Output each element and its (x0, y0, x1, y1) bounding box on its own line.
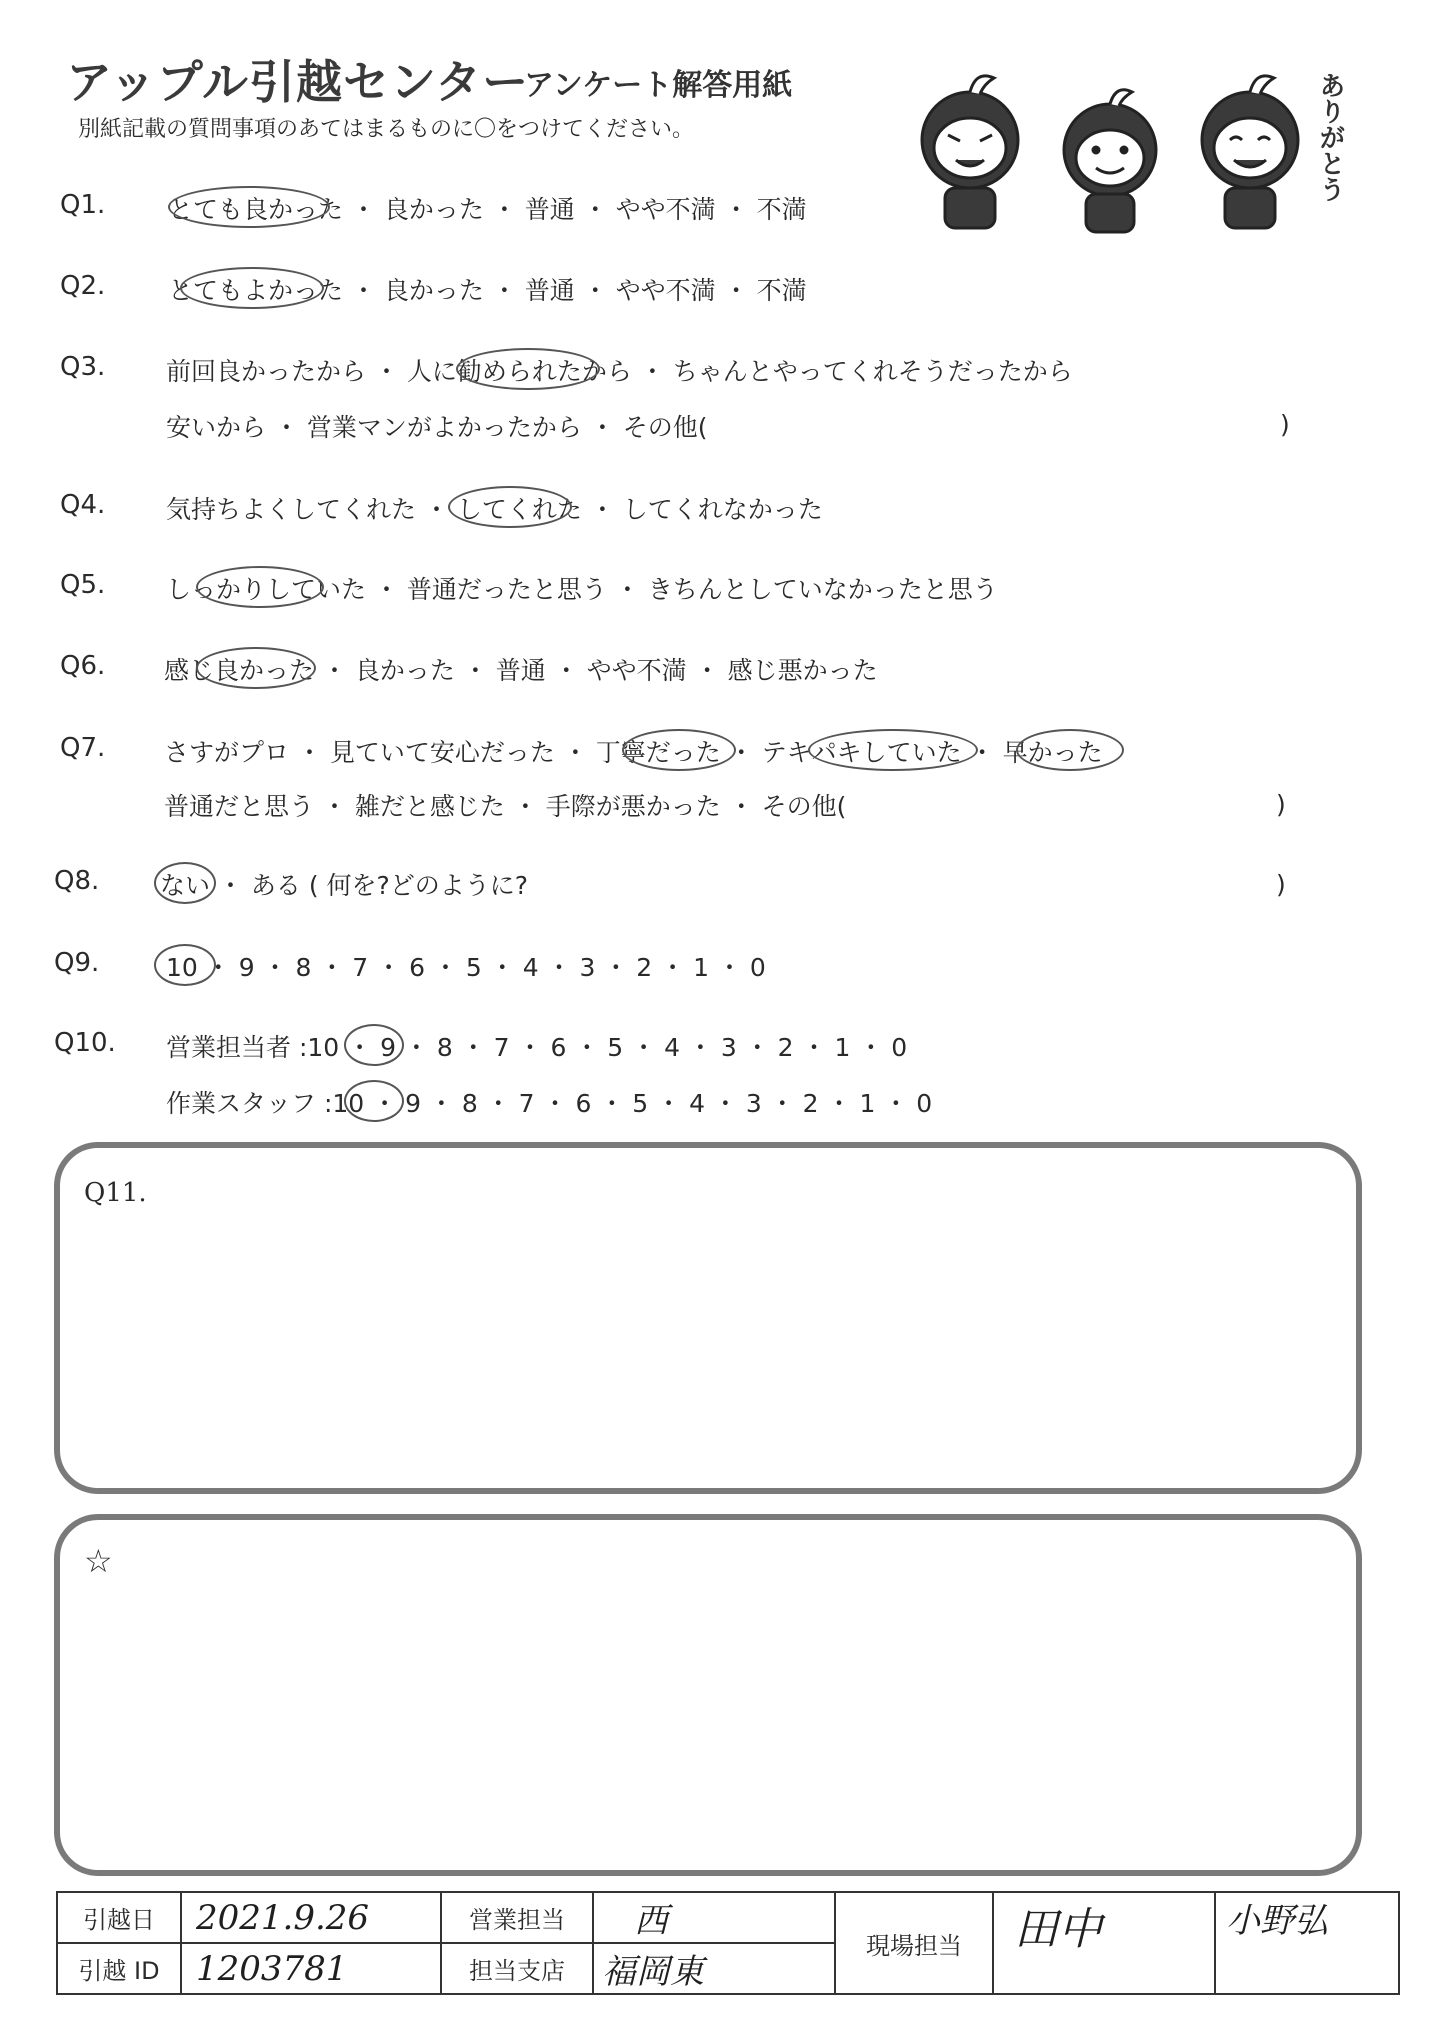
site-handwritten-2: 小野弘 (1226, 1901, 1328, 1941)
q1-answer-circle (168, 186, 330, 228)
q4-answer-circle (448, 486, 572, 528)
q10-staff-scale: 作業スタッフ :10 ・ 9 ・ 8 ・ 7 ・ 6 ・ 5 ・ 4 ・ 3 ・ 2 ・ 1 ・ 0 (166, 1089, 933, 1118)
q7-number: Q7. (60, 733, 106, 763)
q5-answer-circle (196, 566, 324, 608)
site-value-2 (1215, 1892, 1399, 1994)
branch-label: 担当支店 (441, 1943, 593, 1994)
move-date-value (181, 1892, 441, 1943)
sales-handwritten: 西 (634, 1901, 668, 1941)
q3-close-paren: ) (1280, 410, 1290, 439)
star-comment-box[interactable] (54, 1514, 1362, 1876)
q3-number: Q3. (60, 352, 106, 382)
branch-value (593, 1943, 835, 1994)
q8-number: Q8. (54, 866, 100, 896)
q9-scale: 10 ・ 9 ・ 8 ・ 7 ・ 6 ・ 5 ・ 4 ・ 3 ・ 2 ・ 1 ・ 0 (166, 953, 766, 982)
q9-number: Q9. (54, 948, 100, 978)
sales-label: 営業担当 (441, 1892, 593, 1943)
q7-options-line2: 普通だと思う ・ 雑だと感じた ・ 手際が悪かった ・ その他( (164, 792, 847, 821)
sales-value (593, 1892, 835, 1943)
q7-answer-circle-2 (808, 729, 978, 771)
site-value-1 (993, 1892, 1215, 1994)
q3-options-line2: 安いから ・ 営業マンがよかったから ・ その他( (166, 413, 708, 442)
q5-options: しっかりしていた ・ 普通だったと思う ・ きちんとしていなかったと思う (166, 575, 998, 604)
q8-answer-circle (154, 862, 216, 904)
move-date-label: 引越日 (57, 1892, 181, 1943)
site-handwritten-1: 田中 (1014, 1904, 1102, 1955)
q10-staff-answer-circle (344, 1080, 404, 1122)
q3-options-line1: 前回良かったから ・ 人に勧められたから ・ ちゃんとやってくれそうだったから (166, 357, 1073, 386)
q11-label: Q11. (84, 1178, 147, 1208)
q1-number: Q1. (60, 190, 106, 220)
q1-options: とても良かった ・ 良かった ・ 普通 ・ やや不満 ・ 不満 (168, 195, 807, 224)
q4-number: Q4. (60, 490, 106, 520)
q6-answer-circle (196, 647, 316, 689)
q10-sales-answer-circle (344, 1024, 404, 1066)
q5-number: Q5. (60, 570, 106, 600)
move-id-value (181, 1943, 441, 1994)
q11-comment-box[interactable] (54, 1142, 1362, 1494)
form-title: アンケート解答用紙 (524, 68, 793, 103)
q10-sales-scale: 営業担当者 :10 ・ 9 ・ 8 ・ 7 ・ 6 ・ 5 ・ 4 ・ 3 ・ 2 ・ 1 ・ 0 (166, 1033, 908, 1062)
company-name: アップル引越センター (66, 55, 530, 109)
q4-options: 気持ちよくしてくれた ・ してくれた ・ してくれなかった (166, 495, 823, 524)
q7-close-paren: ) (1276, 790, 1286, 819)
move-id-handwritten: 1203781 (196, 1948, 348, 1989)
q2-number: Q2. (60, 271, 106, 301)
q8-options: ない ・ ある ( 何を?どのように? (160, 871, 529, 900)
monkey-left-icon (922, 76, 1018, 228)
star-icon: ☆ (84, 1542, 113, 1580)
q7-answer-circle-1 (622, 729, 736, 771)
monkey-mascots-illustration (890, 60, 1350, 240)
move-id-label: 引越 ID (57, 1943, 181, 1994)
q9-answer-circle (154, 944, 216, 986)
q10-number: Q10. (54, 1028, 116, 1058)
site-label: 現場担当 (835, 1892, 993, 1994)
q7-options-line1: さすがプロ ・ 見ていて安心だった ・ 丁寧だった ・ テキパキしていた ・ 早かった (164, 738, 1103, 767)
q7-answer-circle-3 (1016, 729, 1124, 771)
instruction-text: 別紙記載の質問事項のあてはまるものに〇をつけてください。 (78, 117, 695, 142)
q2-options: とてもよかった ・ 良かった ・ 普通 ・ やや不満 ・ 不満 (168, 276, 807, 305)
monkey-right-icon (1202, 76, 1298, 228)
q6-options: 感じ良かった ・ 良かった ・ 普通 ・ やや不満 ・ 感じ悪かった (164, 656, 878, 685)
thanks-text: ありがとう (1315, 72, 1345, 202)
q8-close-paren: ) (1276, 870, 1286, 899)
monkey-middle-icon (1064, 90, 1156, 232)
q6-number: Q6. (60, 651, 106, 681)
move-info-table (56, 1891, 1400, 1995)
q2-answer-circle (180, 267, 324, 309)
move-date-handwritten: 2021.9.26 (196, 1897, 370, 1938)
q3-answer-circle (456, 348, 600, 390)
branch-handwritten: 福岡東 (602, 1952, 704, 1992)
